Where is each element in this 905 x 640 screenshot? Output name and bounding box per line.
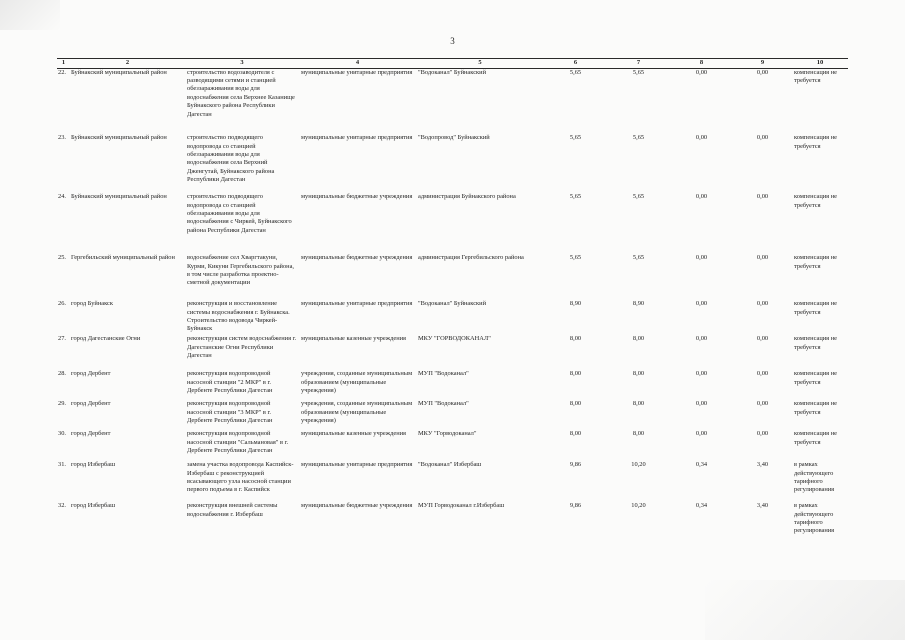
organization-cell: МУП "Водоканал" [418,370,469,378]
project-cell: реконструкция водопроводной насосной станции "Сальмановая" в г. Дербенте Республики Дагестан [187,430,289,454]
table-row [57,134,848,193]
row-number: 32. [58,502,66,510]
row-number: 31. [58,461,66,469]
value-cell-7: 8,00 [632,335,645,343]
row-number: 27. [58,335,66,343]
organization-cell: "Водоканал" Буйнакский [418,68,486,76]
table-row [57,335,848,370]
value-cell-6: 5,65 [569,68,582,76]
compensation-cell: компенсация не требуется [794,300,837,316]
compensation-cell: компенсация не требуется [794,134,837,150]
value-cell-8: 0,34 [695,502,708,510]
table-row [57,461,848,502]
municipality-cell: город Буйнакск [71,300,113,308]
organization-cell: администрация Гергебильского района [418,254,524,262]
column-header: 1 [57,59,70,69]
table-row [57,400,848,430]
page-number: 3 [450,36,455,46]
value-cell-7: 8,00 [632,430,645,438]
value-cell-9: 3,40 [756,461,769,469]
organization-cell: МУП "Водоканал" [418,400,469,408]
value-cell-6: 9,86 [569,461,582,469]
value-cell-6: 5,65 [569,193,582,201]
org-type-cell: муниципальные казенные учреждения [301,335,406,343]
project-cell: реконструкция водопроводной насосной станции "3 МКР" в г. Дербенте Республики Дагестан [187,400,273,424]
header-row [57,59,848,69]
value-cell-7: 5,65 [632,193,645,201]
value-cell-7: 5,65 [632,68,645,76]
value-cell-8: 0,00 [695,300,708,308]
value-cell-8: 0,34 [695,461,708,469]
project-cell: реконструкция и восстановление системы водоснабжения г. Буйнакска. Строительство водовода Чиркей-Буйнакск [187,300,290,333]
row-number: 28. [58,370,66,378]
organization-cell: МКУ "Горводоканал" [418,430,477,438]
value-cell-7: 10,20 [631,461,646,469]
column-header: 4 [299,59,416,69]
value-cell-8: 0,00 [695,134,708,142]
row-number: 29. [58,400,66,408]
column-header: 7 [607,59,670,69]
table-row [57,254,848,300]
org-type-cell: муниципальные унитарные предприятия [301,134,413,142]
value-cell-9: 0,00 [756,134,769,142]
value-cell-9: 0,00 [756,400,769,408]
value-cell-9: 0,00 [756,193,769,201]
value-cell-9: 0,00 [756,300,769,308]
compensation-cell: компенсация не требуется [794,254,837,270]
value-cell-7: 10,20 [631,502,646,510]
value-cell-7: 8,00 [632,400,645,408]
compensation-cell: компенсация не требуется [794,400,837,416]
municipality-cell: Буйнакский муниципальный район [71,68,167,76]
project-cell: реконструкция внешней системы водоснабжения г. Избербаш [187,502,278,518]
municipality-cell: Гергебильский муниципальный район [71,254,175,262]
column-header: 3 [185,59,299,69]
value-cell-9: 0,00 [756,370,769,378]
column-header: 8 [670,59,733,69]
value-cell-9: 3,40 [756,502,769,510]
org-type-cell: муниципальные бюджетные учреждения [301,193,413,201]
org-type-cell: учреждения, созданные муниципальным образованием (муниципальные учреждения) [301,370,413,394]
project-cell: строительство подводящего водопровода со станцией обеззараживания воды для водоснабжения села Верхний Дженгутай, Буйнакского района Республики Дагестан [187,134,275,184]
table-row [57,300,848,335]
value-cell-9: 0,00 [756,68,769,76]
value-cell-8: 0,00 [695,193,708,201]
row-number: 24. [58,193,66,201]
project-cell: замена участка водопровода Каспийск-Избербаш с реконструкцией всасывающего узла насосной станции первого подъема в г. Каспийск [187,461,294,494]
value-cell-6: 5,65 [569,254,582,262]
organization-cell: МУП Горводоканал г.Избербаш [418,502,505,510]
municipality-cell: Буйнакский муниципальный район [71,134,167,142]
compensation-cell: компенсация не требуется [794,370,837,386]
table-row [57,68,848,134]
data-table [57,58,848,562]
value-cell-7: 8,00 [632,370,645,378]
organization-cell: "Водоканал" Буйнакский [418,300,486,308]
compensation-cell: компенсация не требуется [794,430,837,446]
org-type-cell: муниципальные казенные учреждения [301,430,406,438]
compensation-cell: в рамках действующего тарифного регулирования [794,502,835,535]
row-number: 25. [58,254,66,262]
row-number: 26. [58,300,66,308]
value-cell-6: 5,65 [569,134,582,142]
value-cell-7: 8,90 [632,300,645,308]
municipality-cell: город Дербент [71,430,111,438]
value-cell-8: 0,00 [695,430,708,438]
project-cell: реконструкция систем водоснабжения г. Дагестанские Огни Республики Дагестан [187,335,297,359]
municipality-cell: город Дагестанские Огни [71,335,141,343]
table-row [57,502,848,562]
municipality-cell: город Дербент [71,400,111,408]
org-type-cell: муниципальные бюджетные учреждения [301,502,413,510]
value-cell-8: 0,00 [695,370,708,378]
value-cell-8: 0,00 [695,335,708,343]
organization-cell: администрация Буйнакского района [418,193,516,201]
compensation-cell: в рамках действующего тарифного регулирования [794,461,835,494]
value-cell-6: 8,00 [569,335,582,343]
organization-cell: "Водопровод" Буйнакский [418,134,490,142]
value-cell-8: 0,00 [695,68,708,76]
org-type-cell: муниципальные бюджетные учреждения [301,254,413,262]
scan-corner-shadow-bottom [705,580,905,640]
compensation-cell: компенсация не требуется [794,68,837,85]
org-type-cell: учреждения, созданные муниципальным образованием (муниципальные учреждения) [301,400,413,424]
column-header: 6 [544,59,607,69]
row-number: 22. [58,68,66,76]
organization-cell: "Водоканал" Избербаш [418,461,482,469]
value-cell-9: 0,00 [756,430,769,438]
project-cell: реконструкция водопроводной насосной станции "2 МКР" в г. Дербенте Республики Дагестан [187,370,273,394]
value-cell-9: 0,00 [756,254,769,262]
column-header: 10 [792,59,848,69]
project-cell: строительство водозаводителя с разводящими сетями и станцией обеззараживания воды для водоснабжения села Верхнее Казанище Буйнакского района Республики Дагестан [187,68,295,118]
org-type-cell: муниципальные унитарные предприятия [301,461,413,469]
org-type-cell: муниципальные унитарные предприятия [301,300,413,308]
row-number: 23. [58,134,66,142]
compensation-cell: компенсация не требуется [794,193,837,209]
municipality-cell: город Избербаш [71,461,116,469]
project-cell: водоснабжение сел Хваргтакуни, Курми, Кикуни Гергебильского района, в том числе разработка проектно-сметной документации [187,254,295,287]
municipality-cell: город Избербаш [71,502,116,510]
column-header: 2 [70,59,185,69]
org-type-cell: муниципальные унитарные предприятия [301,68,413,76]
value-cell-6: 8,00 [569,430,582,438]
table-row [57,430,848,461]
project-cell: строительство подводящего водопровода со станцией обеззараживания воды для водоснабжения с Чиркей, Буйнакского района Республики Дагестан [187,193,292,234]
value-cell-6: 8,00 [569,400,582,408]
column-header: 5 [416,59,544,69]
compensation-cell: компенсация не требуется [794,335,837,351]
organization-cell: МКУ "ГОРВОДОКАНАЛ" [418,335,491,343]
value-cell-6: 9,86 [569,502,582,510]
value-cell-9: 0,00 [756,335,769,343]
municipality-cell: Буйнакский муниципальный район [71,193,167,201]
scan-corner-shadow [0,0,60,30]
value-cell-6: 8,90 [569,300,582,308]
value-cell-8: 0,00 [695,400,708,408]
value-cell-7: 5,65 [632,134,645,142]
value-cell-6: 8,00 [569,370,582,378]
column-header: 9 [733,59,792,69]
table-row [57,193,848,254]
value-cell-7: 5,65 [632,254,645,262]
municipality-cell: город Дербент [71,370,111,378]
table-row [57,370,848,400]
value-cell-8: 0,00 [695,254,708,262]
row-number: 30. [58,430,66,438]
